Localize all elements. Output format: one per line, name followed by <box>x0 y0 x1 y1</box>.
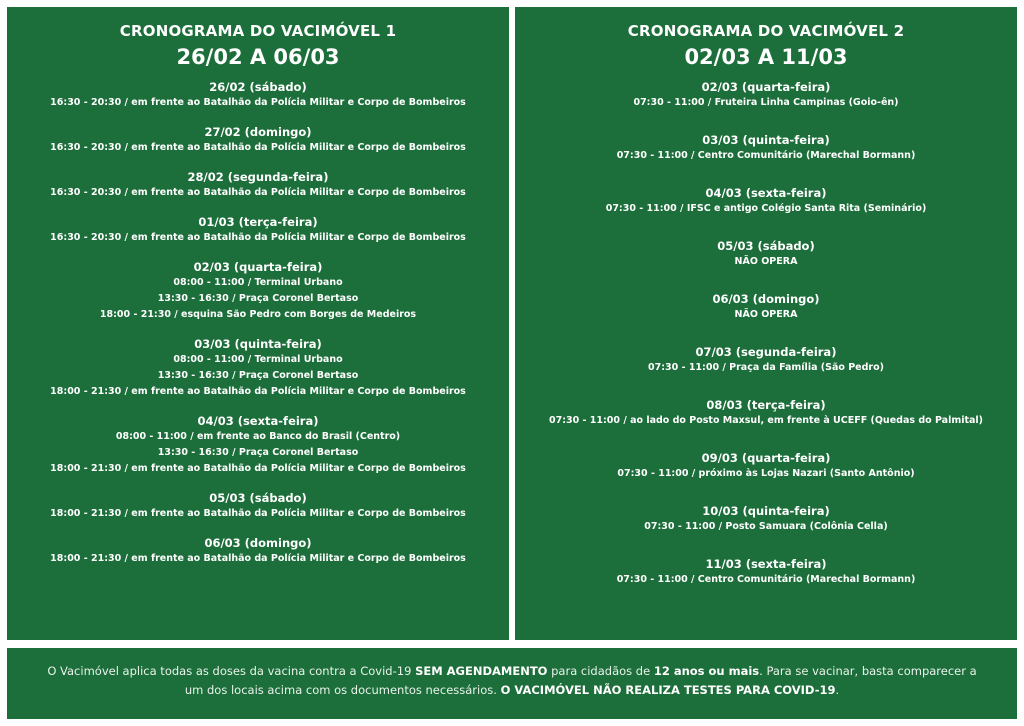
day-label: 06/03 (domingo) <box>712 292 820 306</box>
time-slot: 16:30 - 20:30 / em frente ao Batalhão da Polícia Militar e Corpo de Bombeiros <box>50 97 466 108</box>
time-slot: NÃO OPERA <box>734 309 798 320</box>
time-slot: 13:30 - 16:30 / Praça Coronel Bertaso <box>157 293 359 304</box>
schedule-day <box>515 291 1017 323</box>
time-slot: 18:00 - 21:30 / esquina São Pedro com Borges de Medeiros <box>99 309 417 320</box>
schedule-day <box>515 344 1017 376</box>
day-label: 26/02 (sábado) <box>209 80 307 94</box>
schedule-day <box>515 503 1017 535</box>
day-list <box>515 79 1017 588</box>
time-slot: 07:30 - 11:00 / ao lado do Posto Maxsul, em frente à UCEFF (Quedas do Palmital) <box>548 415 984 426</box>
time-slot: 13:30 - 16:30 / Praça Coronel Bertaso <box>157 447 359 458</box>
note-text: para cidadãos de <box>547 664 654 678</box>
day-label: 09/03 (quarta-feira) <box>701 451 831 465</box>
time-slot: 16:30 - 20:30 / em frente ao Batalhão da Polícia Militar e Corpo de Bombeiros <box>50 232 466 243</box>
day-label: 11/03 (sexta-feira) <box>705 557 827 571</box>
panel-date-range: 26/02 A 06/03 <box>176 45 340 69</box>
schedule-day <box>7 490 509 522</box>
time-slot: 16:30 - 20:30 / em frente ao Batalhão da Polícia Militar e Corpo de Bombeiros <box>50 142 466 153</box>
time-slot: 07:30 - 11:00 / Centro Comunitário (Marechal Bormann) <box>616 574 916 585</box>
schedule-day <box>7 259 509 323</box>
schedule-panel-vacimovel-1 <box>7 7 509 640</box>
schedule-day <box>7 169 509 201</box>
day-label: 04/03 (sexta-feira) <box>197 414 319 428</box>
time-slot: 07:30 - 11:00 / próximo às Lojas Nazari (Santo Antônio) <box>617 468 915 479</box>
time-slot: 07:30 - 11:00 / Centro Comunitário (Marechal Bormann) <box>616 150 916 161</box>
time-slot: NÃO OPERA <box>734 256 798 267</box>
day-label: 03/03 (quinta-feira) <box>702 133 830 147</box>
panel-title: CRONOGRAMA DO VACIMÓVEL 1 <box>119 22 397 40</box>
schedule-day <box>515 238 1017 270</box>
panel-title: CRONOGRAMA DO VACIMÓVEL 2 <box>627 22 905 40</box>
day-label: 03/03 (quinta-feira) <box>194 337 322 351</box>
note-emphasis: 12 anos ou mais <box>653 664 760 678</box>
schedule-day <box>515 397 1017 429</box>
schedule-day <box>515 556 1017 588</box>
schedule-day <box>515 132 1017 164</box>
panel-date-range: 02/03 A 11/03 <box>684 45 848 69</box>
schedule-day <box>7 336 509 400</box>
time-slot: 13:30 - 16:30 / Praça Coronel Bertaso <box>157 370 359 381</box>
schedule-day <box>7 79 509 111</box>
time-slot: 08:00 - 11:00 / Terminal Urbano <box>173 354 343 365</box>
time-slot: 07:30 - 11:00 / Praça da Família (São Pedro) <box>648 362 884 373</box>
info-note <box>7 648 1017 700</box>
day-label: 27/02 (domingo) <box>204 125 312 139</box>
time-slot: 18:00 - 21:30 / em frente ao Batalhão da Polícia Militar e Corpo de Bombeiros <box>50 553 466 564</box>
day-label: 28/02 (segunda-feira) <box>187 170 329 184</box>
note-text: . Para se vacinar, basta comparecer a um dos locais acima com os documentos necessários. <box>184 664 977 697</box>
time-slot: 08:00 - 11:00 / em frente ao Banco do Brasil (Centro) <box>115 431 401 442</box>
schedule-day <box>7 124 509 156</box>
day-label: 10/03 (quinta-feira) <box>702 504 830 518</box>
time-slot: 16:30 - 20:30 / em frente ao Batalhão da Polícia Militar e Corpo de Bombeiros <box>50 187 466 198</box>
note-text: . <box>835 683 840 697</box>
schedule-day <box>515 450 1017 482</box>
time-slot: 07:30 - 11:00 / Fruteira Linha Campinas (Goio-ên) <box>633 97 899 108</box>
schedule-day <box>7 413 509 477</box>
day-label: 07/03 (segunda-feira) <box>695 345 837 359</box>
note-emphasis: SEM AGENDAMENTO <box>415 664 548 678</box>
info-note-panel <box>7 648 1017 719</box>
day-label: 05/03 (sábado) <box>209 491 307 505</box>
day-label: 06/03 (domingo) <box>204 536 312 550</box>
day-label: 01/03 (terça-feira) <box>198 215 318 229</box>
day-label: 02/03 (quarta-feira) <box>701 80 831 94</box>
time-slot: 08:00 - 11:00 / Terminal Urbano <box>173 277 343 288</box>
time-slot: 18:00 - 21:30 / em frente ao Batalhão da Polícia Militar e Corpo de Bombeiros <box>50 463 466 474</box>
day-label: 08/03 (terça-feira) <box>706 398 826 412</box>
schedule-day <box>7 214 509 246</box>
time-slot: 07:30 - 11:00 / Posto Samuara (Colônia Cella) <box>644 521 888 532</box>
day-label: 04/03 (sexta-feira) <box>705 186 827 200</box>
note-text: O Vacimóvel aplica todas as doses da vacina contra a Covid-19 <box>47 664 416 678</box>
note-emphasis: O VACIMÓVEL NÃO REALIZA TESTES PARA COVID-19 <box>500 683 836 697</box>
day-list <box>7 79 509 567</box>
schedule-day <box>7 535 509 567</box>
schedule-day <box>515 185 1017 217</box>
day-label: 02/03 (quarta-feira) <box>193 260 323 274</box>
day-label: 05/03 (sábado) <box>717 239 815 253</box>
schedule-day <box>515 79 1017 111</box>
time-slot: 18:00 - 21:30 / em frente ao Batalhão da Polícia Militar e Corpo de Bombeiros <box>50 508 466 519</box>
time-slot: 07:30 - 11:00 / IFSC e antigo Colégio Santa Rita (Seminário) <box>605 203 927 214</box>
schedule-panel-vacimovel-2 <box>515 7 1017 640</box>
time-slot: 18:00 - 21:30 / em frente ao Batalhão da Polícia Militar e Corpo de Bombeiros <box>50 386 466 397</box>
